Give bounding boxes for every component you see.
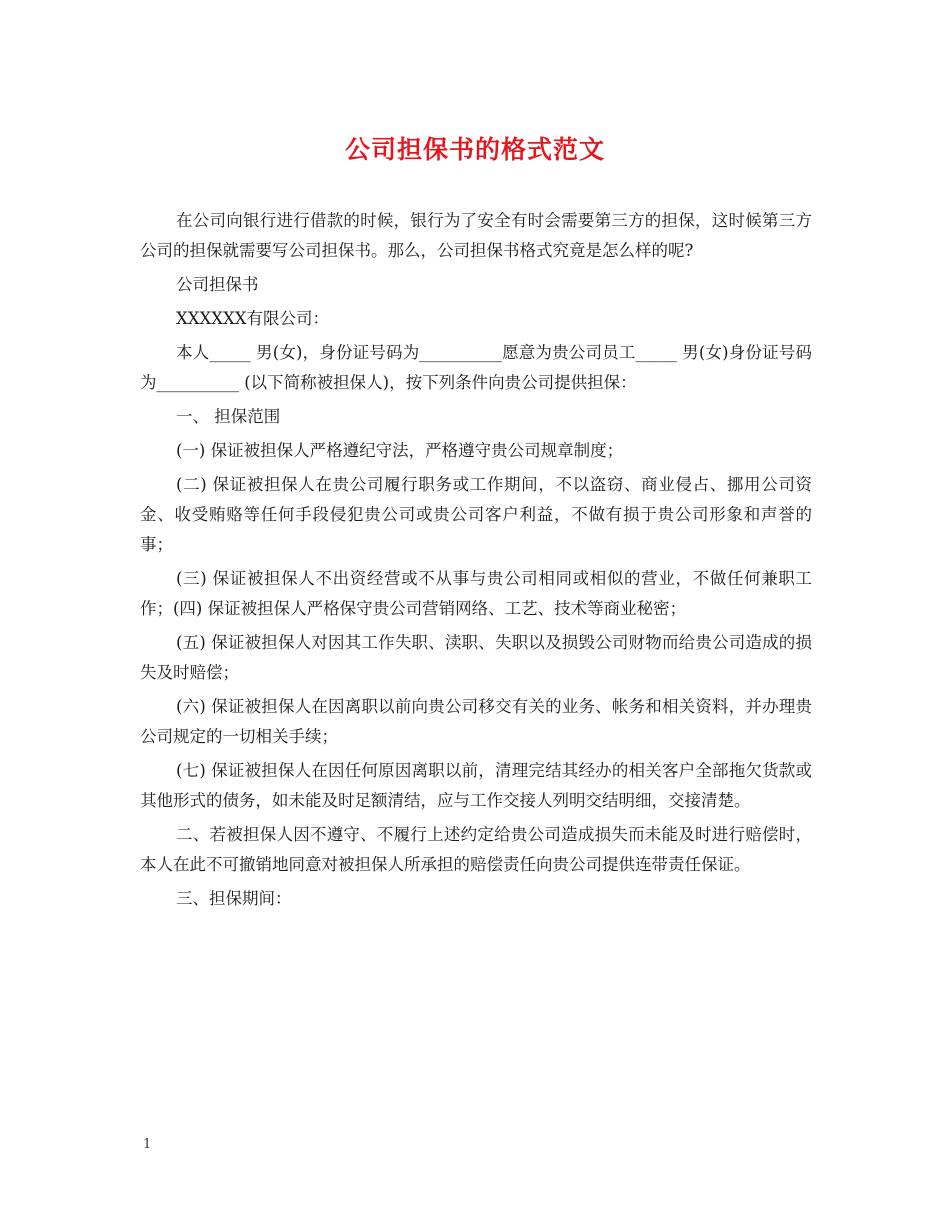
clause-item: (三) 保证被担保人不出资经营或不从事与贵公司相同或相似的营业，不做任何兼职工作；(四) 保证被担保人严格保守贵公司营销网络、工艺、技术等商业秘密； [140,569,812,618]
clause-item: (七) 保证被担保人在因任何原因离职以前，清理完结其经办的相关客户全部拖欠货款或其他形式的债务，如未能及时足额清结，应与工作交接人列明交结明细，交接清楚。 [140,761,812,810]
addressee: XXXXXX有限公司： [176,309,329,328]
clause-item: (一) 保证被担保人严格遵纪守法，严格遵守贵公司规章制度； [176,441,624,460]
guarantor-statement: 本人_____ 男(女)，身份证号码为__________愿意为贵公司员工_____ 男(女)身份证号码为__________ (以下简称被担保人)，按下列条件向贵公司提供担保： [140,343,812,392]
document-title: 公司担保书的格式范文 [344,135,605,164]
clause-item: (二) 保证被担保人在贵公司履行职务或工作期间，不以盗窃、商业侵占、挪用公司资金、收受贿赂等任何手段侵犯贵公司或贵公司客户利益，不做有损于贵公司形象和声誉的事； [140,475,812,554]
clause-item: (五) 保证被担保人对因其工作失职、渎职、失职以及损毁公司财物而给贵公司造成的损失及时赔偿； [140,633,812,682]
clause-item: (六) 保证被担保人在因离职以前向贵公司移交有关的业务、帐务和相关资料，并办理贵公司规定的一切相关手续； [140,697,812,746]
page-number: 1 [143,1137,152,1152]
intro-paragraph: 在公司向银行进行借款的时候，银行为了安全有时会需要第三方的担保，这时候第三方公司的担保就需要写公司担保书。那么，公司担保书格式究竟是怎么样的呢? [140,211,812,260]
section-heading: 公司担保书 [176,275,259,294]
clause-heading-1: 一、 担保范围 [176,407,281,426]
document-body [140,206,812,918]
clause-heading-2: 二、若被担保人因不遵守、不履行上述约定给贵公司造成损失而未能及时进行赔偿时，本人在此不可撤销地同意对被担保人所承担的赔偿责任向贵公司提供连带责任保证。 [140,825,812,874]
clause-heading-3: 三、担保期间： [176,889,292,908]
